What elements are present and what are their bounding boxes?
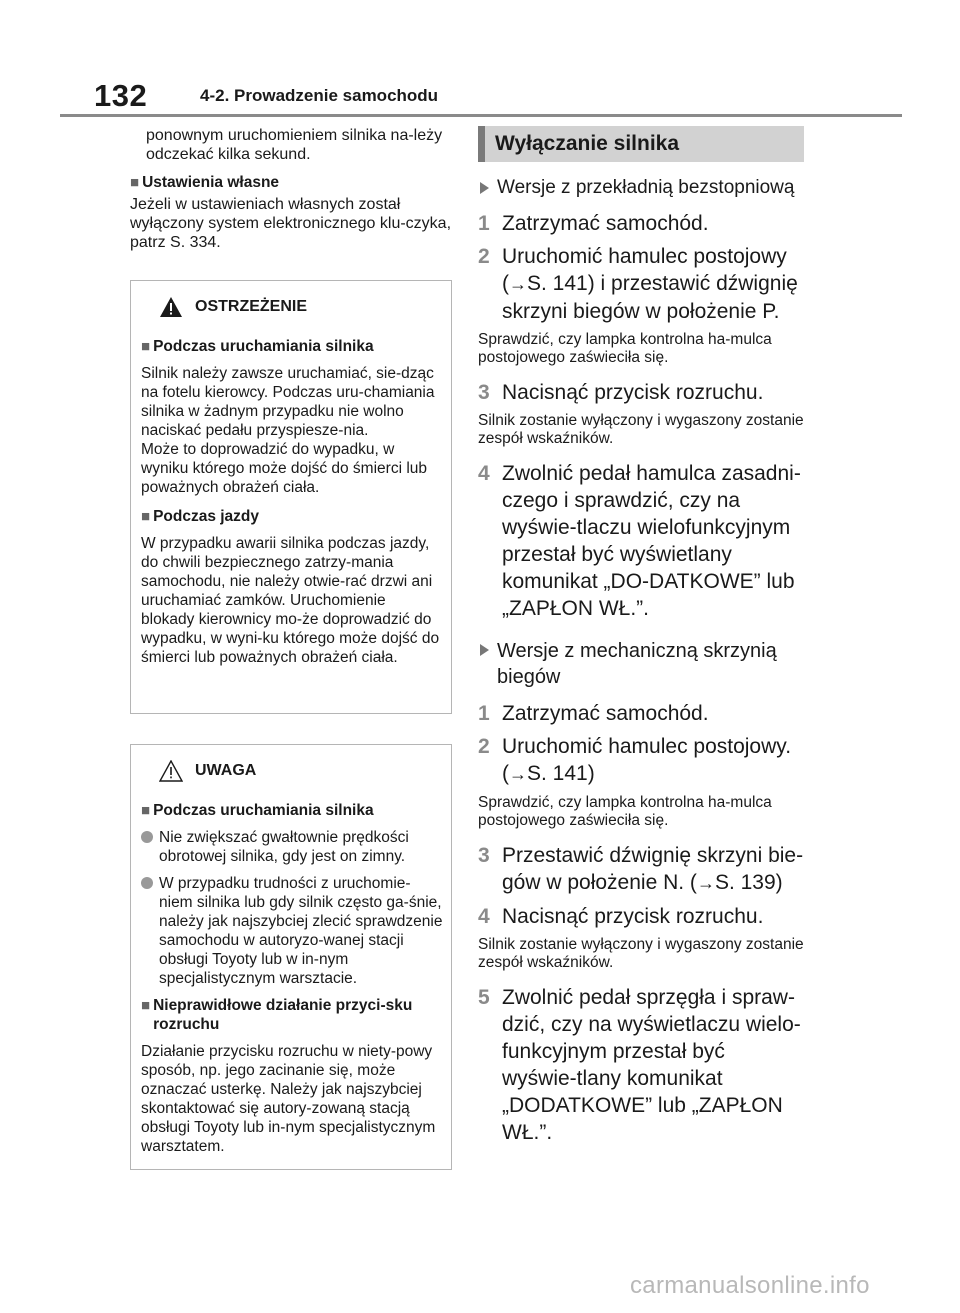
variant-heading [478, 638, 804, 690]
page-header [60, 76, 902, 116]
warning-sub1-text2: Może to doprowadzić do wypadku, w wyniku którego może dojść do śmierci lub poważnych obrażeń ciała. [141, 441, 428, 496]
warning-sub2-title: Podczas jazdy [153, 508, 260, 525]
step-text-part: Uruchomić hamulec postojowy. ( [502, 735, 792, 785]
notice-bullet-text: Nie zwiększać gwałtownie prędkości obrotowej silnika, gdy jest on zimny. [159, 829, 409, 865]
step-note: Silnik zostanie wyłączony i wygaszony zostanie zespół wskaźników. [478, 936, 804, 971]
notice-label: UWAGA [195, 762, 257, 779]
step [478, 733, 804, 788]
caution-triangle-icon [159, 760, 183, 782]
notice-bullet-text: W przypadku trudności z uruchomie-niem silnika lub gdy silnik często ga-śnie, należy jak najszybciej zlecić sprawdzenie samochodu w autoryzo-wanej stacji obsługi Toyoty lub w in-nym specjalistycznym warsztacie. [159, 875, 443, 987]
own-settings-title: Ustawienia własne [142, 174, 280, 191]
left-column [130, 126, 452, 1170]
notice-bullet [141, 874, 443, 988]
header-divider [60, 114, 902, 117]
step-number: 2 [478, 245, 490, 268]
notice-sub1-title: Podczas uruchamiania silnika [153, 802, 374, 819]
square-bullet-icon: ■ [141, 338, 151, 355]
notice-sub2 [141, 996, 443, 1034]
step-number: 5 [478, 986, 490, 1009]
page-number: 132 [94, 78, 148, 113]
arrow-icon: → [509, 274, 527, 294]
step [478, 379, 804, 406]
notice-bullet [141, 828, 443, 866]
step-text [502, 842, 804, 897]
step-number: 3 [478, 844, 490, 867]
step-note: Sprawdzić, czy lampka kontrolna ha-mulca postojowego zaświeciła się. [478, 331, 772, 366]
warning-sub1-title: Podczas uruchamiania silnika [153, 338, 374, 355]
step-number: 3 [478, 381, 490, 404]
arrow-icon: → [509, 764, 527, 784]
step-number: 4 [478, 905, 490, 928]
variant-title: Wersje z przekładnią bezstopniową [497, 177, 795, 198]
warning-box [130, 280, 452, 714]
step-text: Zatrzymać samochód. [502, 702, 709, 725]
notice-sub2-title: Nieprawidłowe działanie przyci-sku rozruchu [153, 997, 413, 1033]
arrow-icon: → [696, 873, 715, 893]
circle-bullet-icon [141, 831, 153, 843]
right-column [478, 126, 804, 1152]
warning-sub1 [141, 337, 443, 356]
warning-sub2-text: W przypadku awarii silnika podczas jazdy, do chwili bezpiecznego zatrzy-mania samochodu, nie należy otwie-rać drzwi ani uruchamiać zamków. Uruchomienie blokady kierownicy mo-że doprowadzić do wypadku, w wyni-ku którego może dojść do śmierci lub poważnych obrażeń ciała. [141, 535, 440, 666]
step-number: 1 [478, 212, 490, 235]
step-text: Zwolnić pedał sprzęgła i spraw-dzić, czy na wyświetlaczu wielo-funkcyjnym przestał być wyświe-tlany komunikat „DODATKOWE” lub „ZAPŁON WŁ.”. [502, 986, 801, 1144]
step [478, 903, 804, 930]
continuation-text: ponownym uruchomieniem silnika na-leży odczekać kilka sekund. [146, 127, 443, 163]
step-text: Nacisnąć przycisk rozruchu. [502, 381, 764, 404]
step-number: 2 [478, 735, 490, 758]
circle-bullet-icon [141, 877, 153, 889]
square-bullet-icon: ■ [141, 997, 151, 1014]
warning-label: OSTRZEŻENIE [195, 298, 308, 315]
warning-sub1-text: Silnik należy zawsze uruchamiać, sie-dząc na fotelu kierowcy. Podczas uru-chamiania silnika w żadnym przypadku nie wolno naciskać pedału przyspiesze-nia. [141, 365, 435, 439]
notice-sub2-text: Działanie przycisku rozruchu w niety-powy sposób, np. jego zacinanie się, może oznaczać usterkę. Należy jak najszybciej skontaktować się autory-zowaną stacją obsługi Toyoty lub in-nym specjalistycznym warsztatem. [141, 1043, 436, 1155]
step-text-part: S. 139) [714, 871, 783, 894]
square-bullet-icon: ■ [130, 174, 140, 191]
variant-heading [478, 176, 804, 200]
warning-triangle-icon [159, 296, 183, 318]
step-text-part: Przestawić dźwignię skrzyni bie-gów w położenie N. ( [502, 844, 804, 894]
step-note: Sprawdzić, czy lampka kontrolna ha-mulca postojowego zaświeciła się. [478, 794, 772, 829]
step-text [502, 243, 804, 325]
triangle-bullet-icon [480, 182, 489, 194]
variant-title: Wersje z mechaniczną skrzynią biegów [497, 640, 777, 688]
square-bullet-icon: ■ [141, 802, 151, 819]
step-text: Zwolnić pedał hamulca zasadni-czego i sprawdzić, czy na wyświe-tlaczu wielofunkcyjnym przestał być wyświetlany komunikat „DO-DATKOWE” lub „ZAPŁON WŁ.”. [502, 462, 801, 620]
step-number: 4 [478, 462, 490, 485]
step [478, 842, 804, 897]
step-text-part: S. 141) i przestawić dźwignię skrzyni biegów w położenie P. [502, 272, 798, 323]
step-text: Nacisnąć przycisk rozruchu. [502, 905, 764, 928]
square-bullet-icon: ■ [141, 508, 151, 525]
step [478, 700, 804, 727]
triangle-bullet-icon [480, 644, 489, 656]
step-text [502, 733, 804, 788]
step-number: 1 [478, 702, 490, 725]
own-settings-text: Jeżeli w ustawieniach własnych został wyłączony system elektronicznego klu-czyka, patrz S. 334. [130, 196, 452, 251]
step [478, 460, 804, 622]
notice-box [130, 744, 452, 1170]
step-note: Silnik zostanie wyłączony i wygaszony zostanie zespół wskaźników. [478, 412, 804, 447]
section-heading: Wyłączanie silnika [478, 126, 804, 162]
step-text-part: Uruchomić hamulec postojowy ( [502, 245, 787, 295]
section-title: 4-2. Prowadzenie samochodu [200, 86, 439, 105]
warning-sub2 [141, 507, 443, 526]
step [478, 243, 804, 325]
notice-sub1 [141, 801, 443, 820]
step-text: Zatrzymać samochód. [502, 212, 709, 235]
step [478, 210, 804, 237]
step-text-part: S. 141) [527, 762, 595, 785]
warning-header [141, 293, 443, 321]
step [478, 984, 804, 1146]
notice-header [141, 757, 443, 785]
own-settings-heading [130, 174, 452, 192]
watermark: carmanualsonline.info [630, 1272, 870, 1299]
